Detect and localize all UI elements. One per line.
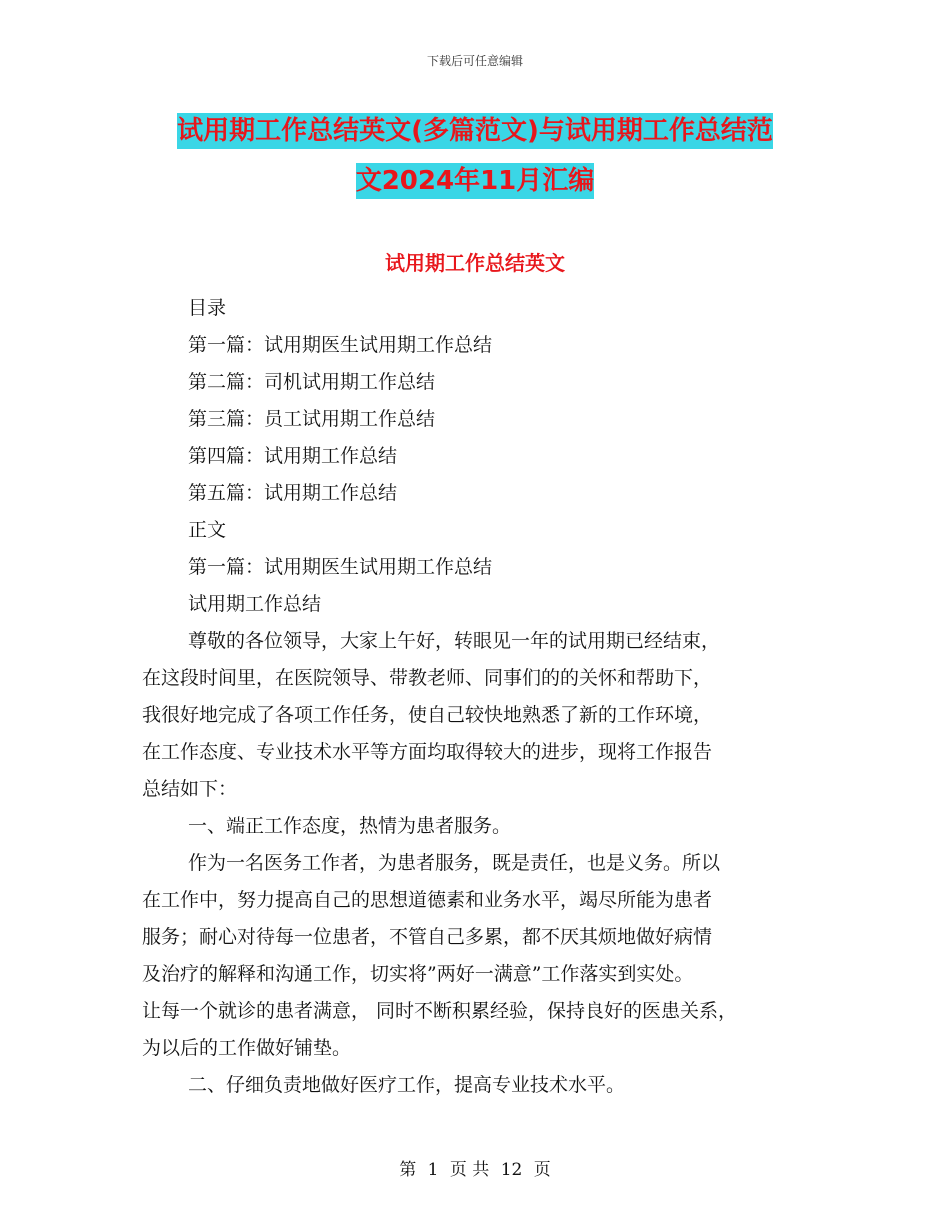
header-note: 下载后可任意编辑 <box>426 54 523 68</box>
section-heading-1: 一、端正工作态度，热情为患者服务。 <box>188 815 512 837</box>
paragraph-line: 尊敬的各位领导，大家上午好，转眼见一年的试用期已经结束， <box>188 630 721 652</box>
chapter-heading: 第一篇：试用期医生试用期工作总结 <box>188 556 493 578</box>
footer-label-of: 页 共 <box>449 1160 490 1180</box>
paragraph-line: 让每一个就诊的患者满意， 同时不断积累经验，保持良好的医患关系， <box>142 1000 738 1022</box>
document-body <box>142 290 822 1104</box>
paragraph-line: 服务；耐心对待每一位患者，不管自己多累，都不厌其烦地做好病情 <box>142 926 713 948</box>
toc-item: 第三篇：员工试用期工作总结 <box>188 408 436 430</box>
page-footer <box>0 1155 950 1180</box>
paragraph-line: 总结如下： <box>142 778 238 800</box>
toc-item: 第五篇：试用期工作总结 <box>188 482 398 504</box>
footer-label-end: 页 <box>533 1160 551 1180</box>
paragraph-line: 作为一名医务工作者，为患者服务，既是责任，也是义务。所以 <box>188 852 721 874</box>
toc-item: 第二篇：司机试用期工作总结 <box>188 371 436 393</box>
body-heading: 正文 <box>188 519 227 541</box>
paragraph-line: 我很好地完成了各项工作任务，使自己较快地熟悉了新的工作环境， <box>142 704 713 726</box>
paragraph <box>142 1067 822 1104</box>
toc-item: 第四篇：试用期工作总结 <box>188 445 398 467</box>
title-line-2: 文2024年11月汇编 <box>356 163 595 199</box>
footer-total-pages: 12 <box>500 1160 523 1180</box>
document-title <box>0 106 950 206</box>
section-title: 试用期工作总结英文 <box>385 251 565 275</box>
paragraph <box>142 623 822 808</box>
paragraph-line: 在这段时间里，在医院领导、带教老师、同事们的的关怀和帮助下， <box>142 667 713 689</box>
footer-current-page: 1 <box>427 1160 439 1180</box>
title-line-1: 试用期工作总结英文(多篇范文)与试用期工作总结范 <box>177 113 773 149</box>
paragraph <box>142 808 822 845</box>
paragraph <box>142 845 822 1067</box>
paragraph-line: 在工作态度、专业技术水平等方面均取得较大的进步，现将工作报告 <box>142 741 713 763</box>
paragraph-line: 及治疗的解释和沟通工作，切实将”两好一满意”工作落实到实处。 <box>142 963 694 985</box>
footer-label-page: 第 <box>399 1160 417 1180</box>
chapter-subtitle: 试用期工作总结 <box>188 593 322 615</box>
toc-item: 第一篇：试用期医生试用期工作总结 <box>188 334 493 356</box>
paragraph-line: 在工作中，努力提高自己的思想道德素和业务水平，竭尽所能为患者 <box>142 889 713 911</box>
section-heading-2: 二、仔细负责地做好医疗工作，提高专业技术水平。 <box>188 1074 626 1096</box>
paragraph-line: 为以后的工作做好铺垫。 <box>142 1037 352 1059</box>
toc-heading: 目录 <box>188 297 227 319</box>
